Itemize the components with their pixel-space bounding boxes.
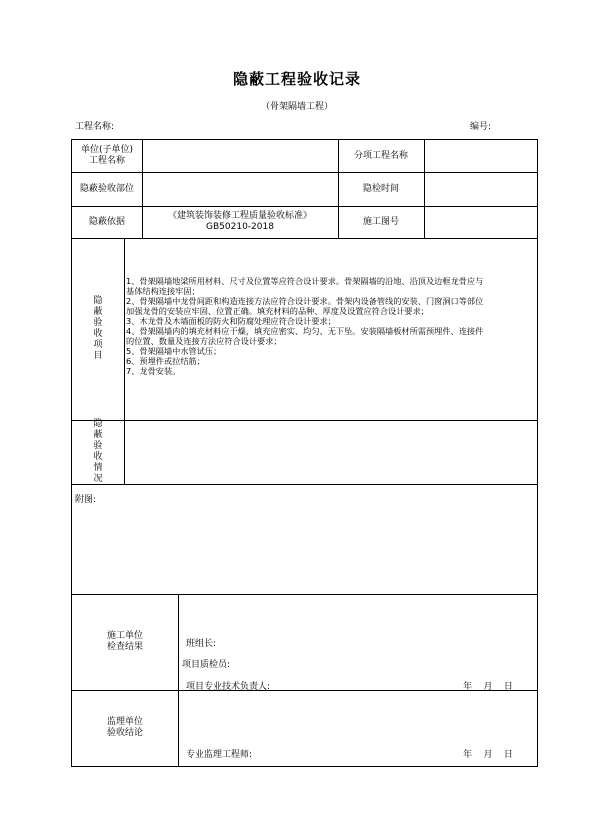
- project-name-label: 工程名称:: [75, 122, 115, 132]
- hidden-part-value[interactable]: [142, 172, 338, 206]
- construction-label-line1: 施工单位: [106, 631, 143, 641]
- unit-name-label: 单位(子单位) 工程名称: [80, 145, 134, 166]
- project-item: 4、骨架隔墙内的填充材料应干燥，填充应密实、均匀、无下坠。安装隔墙板材所需预埋件、连接件: [126, 326, 484, 336]
- situation-value[interactable]: [124, 420, 537, 484]
- supervision-label: [72, 690, 178, 766]
- drawing-no-label: 施工图号: [362, 216, 399, 227]
- basis-value: [142, 206, 338, 238]
- construction-label-line2: 检查结果: [106, 642, 143, 652]
- quality-inspector-label: 项目质检员:: [182, 660, 231, 670]
- attachment-area[interactable]: [72, 506, 537, 592]
- construction-label: [72, 594, 178, 690]
- page-title: 隐蔽工程验收记录: [232, 70, 361, 88]
- unit-name-value[interactable]: [142, 140, 338, 172]
- project-items: [126, 276, 486, 376]
- number-label: 编号:: [470, 122, 492, 132]
- situation-label: 隐蔽验收情况: [93, 419, 103, 484]
- project-item: 7、龙骨安装。: [126, 366, 181, 376]
- sub-project-value[interactable]: [424, 140, 537, 172]
- attachment-label: 附图:: [75, 495, 97, 505]
- basis-label: 隐蔽依据: [88, 216, 125, 227]
- inspect-time-value[interactable]: [424, 172, 537, 206]
- supervision-label-line1: 监理单位: [106, 717, 143, 727]
- tech-manager-label: 项目专业技术负责人:: [186, 682, 271, 692]
- project-item: 的位置、数量及连接方法应符合设计要求；: [126, 336, 282, 346]
- drawing-no-value[interactable]: [424, 206, 537, 238]
- sub-project-label: 分项工程名称: [353, 150, 408, 161]
- supervision-date: 年 月 日: [463, 750, 513, 760]
- team-leader-label: 班组长:: [186, 639, 217, 649]
- hidden-part-label: 隐蔽验收部位: [79, 183, 134, 194]
- inspect-time-label: 隐检时间: [362, 183, 399, 194]
- project-section-label: 隐蔽验收项目: [93, 296, 103, 361]
- basis-standard-code: GB50210-2018: [206, 222, 274, 232]
- supervision-engineer-label: 专业监理工程师:: [186, 750, 253, 760]
- project-item: 5、骨架隔墙中水管试压；: [126, 346, 222, 356]
- project-item: 1、骨架隔墙地梁所用材料、尺寸及位置等应符合设计要求。骨架隔墙的沿地、沿顶及边框龙骨应与: [126, 276, 484, 286]
- basis-standard-name: 《建筑装饰装修工程质量验收标准》: [167, 211, 312, 221]
- situation-label-cell: [72, 420, 124, 484]
- project-item: 基体结构连接牢固；: [126, 286, 200, 296]
- supervision-label-line2: 验收结论: [106, 728, 143, 738]
- construction-date: 年 月 日: [463, 682, 513, 692]
- project-item: 6、预埋件或拉结筋；: [126, 356, 205, 366]
- project-section-label-cell: [72, 238, 124, 420]
- project-item: 加强龙骨的安装应牢固、位置正确。填充材料的品种、厚度及设置应符合设计要求；: [126, 306, 429, 316]
- inspection-form: [71, 139, 538, 767]
- project-item: 3、木龙骨及木墙面板的防火和防腐处理应符合设计要求；: [126, 316, 336, 326]
- page-subtitle: （骨架隔墙工程）: [260, 102, 333, 112]
- project-item: 2、骨架隔墙中龙骨间距和构造连接方法应符合设计要求。骨架内设备管线的安装、门窗洞口等部位: [126, 296, 484, 306]
